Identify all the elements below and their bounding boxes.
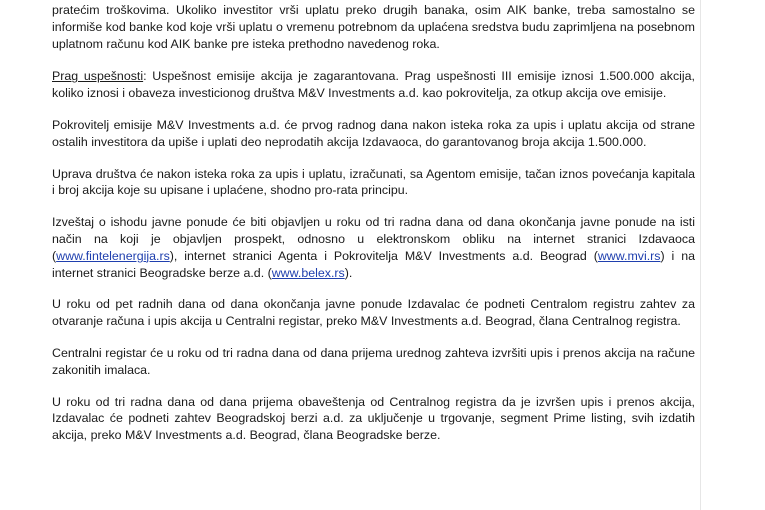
paragraph-text: ), internet stranici Agenta i Pokrovitelja M&V Investments a.d. Beograd ( xyxy=(169,248,598,263)
link-belex[interactable]: www.belex.rs xyxy=(271,265,345,280)
paragraph-text: Izveštaj o ishodu javne ponude će biti objavljen u roku od tri radna dana od dana okončanja javne ponude na isti način na koji je objavljen prospekt, odnosno u elektronskom obliku na internet stranici Izdavaoca ( xyxy=(52,215,695,263)
paragraph-text: ). xyxy=(344,265,353,280)
paragraph-text: Uprava društva će nakon isteka roka za upis i uplatu, izračunati, sa Agentom emisije, tačan iznos povećanja kapitala i broj akcija koje su upisane i uplaćene, shodno pro-rata principu. xyxy=(52,166,695,198)
paragraph-central-registry-transfer xyxy=(52,345,695,379)
link-fintelenergija[interactable]: www.fintelenergija.rs xyxy=(56,248,170,263)
paragraph-text: Pokrovitelj emisije M&V Investments a.d. će prvog radnog dana nakon isteka roka za upis i uplatu akcija od strane ostalih investitora da upiše i uplati deo neprodatih akcija Izdavaoca, do garantovanog broja akcija 1.500.000. xyxy=(52,117,695,149)
paragraph-text: Centralni registar će u roku od tri radna dana od dana prijema urednog zahteva izvršiti upis i prenos akcija na račune zakonitih imalaca. xyxy=(52,345,695,377)
success-threshold-label: Prag uspešnosti xyxy=(52,69,144,84)
paragraph-text: ) i na internet stranici Beogradske berze a.d. ( xyxy=(52,248,696,280)
paragraph-text: U roku od tri radna dana od dana prijema obaveštenja od Centralnog registra da je izvršen upis i prenos akcija, Izdavalac će podneti zahtev Beogradskoj berzi a.d. za uključenje u trgovanje, segment Prime listing, svih izdatih akcija, preko M&V Investments a.d. Beograd, člana Beogradske berze. xyxy=(52,394,695,443)
paragraph-central-registry-request xyxy=(52,296,695,330)
link-mvi[interactable]: www.mvi.rs xyxy=(597,248,661,263)
paragraph-text: pratećim troškovima. Ukoliko investitor vrši uplatu preko drugih banaka, osim AIK banke, treba samostalno se informiše kod banke kod koje vrši uplatu o vremenu potrebnom da uplaćena sredstva budu zaprimljena na posebnom uplatnom računu kod AIK banke pre isteka prethodno navedenog roka. xyxy=(52,3,695,51)
page-edge-line xyxy=(700,0,701,510)
paragraph-text: : Uspešnost emisije akcija je zagarantovana. Prag uspešnosti III emisije iznosi 1.500.000 akcija, koliko iznosi i obaveza investicionog društva M&V Investments a.d. kao pokrovitelja, za otkup akcija ove emisije. xyxy=(52,69,695,101)
document-body xyxy=(52,2,695,459)
paragraph-listing xyxy=(52,394,695,444)
paragraph-report xyxy=(52,214,695,281)
paragraph-success-threshold xyxy=(52,68,695,102)
paragraph-payment-costs xyxy=(52,2,695,52)
paragraph-text: U roku od pet radnih dana od dana okončanja javne ponude Izdavalac će podneti Centralom registru zahtev za otvaranje računa i upis akcija u Centralni registar, preko M&V Investments a.d. Beograd, člana Centralnog registra. xyxy=(52,297,695,329)
paragraph-underwriter xyxy=(52,117,695,151)
paragraph-management xyxy=(52,166,695,200)
